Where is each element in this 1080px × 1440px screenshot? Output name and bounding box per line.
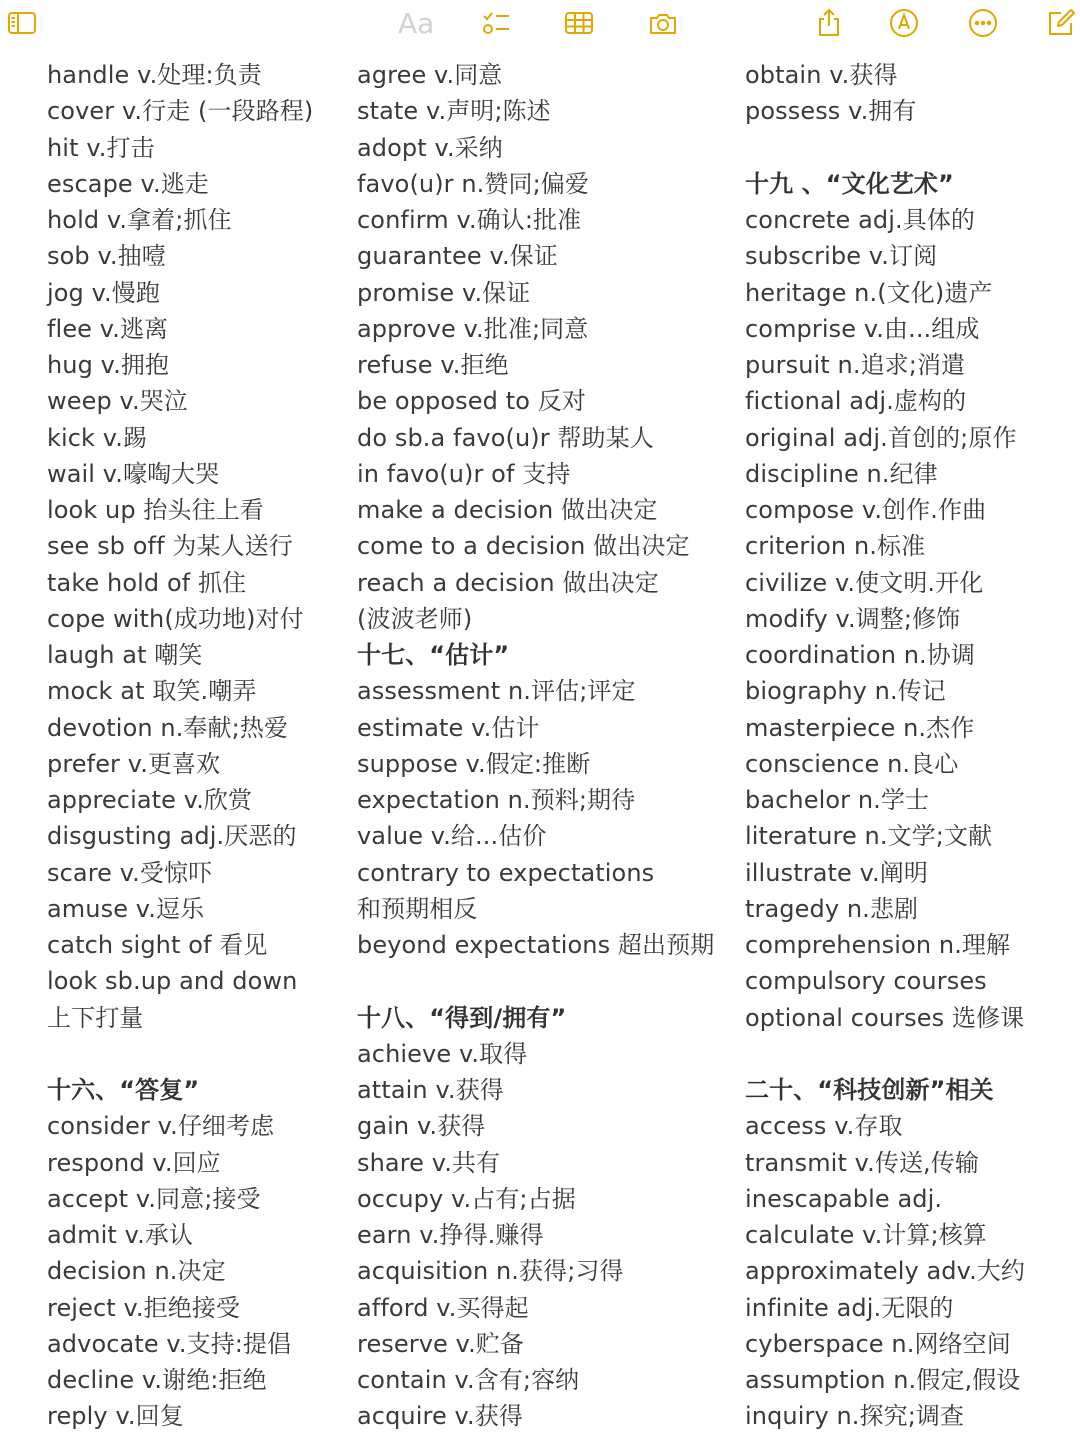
vocab-column-1 xyxy=(47,57,347,1435)
checklist-icon[interactable] xyxy=(478,5,514,41)
notes-toolbar xyxy=(0,0,1080,50)
vocab-entry: original adj.首创的;原作 xyxy=(745,423,1017,452)
vocab-entry: advocate v.支持:提倡 xyxy=(47,1329,292,1358)
vocab-entry: hit v.打击 xyxy=(47,133,155,162)
vocab-entry: accept v.同意;接受 xyxy=(47,1184,261,1213)
vocab-entry: pursuit n.追求;消遣 xyxy=(745,351,966,379)
vocab-entry: decline v.谢绝:拒绝 xyxy=(47,1366,267,1394)
vocab-entry: look up 抬头往上看 xyxy=(47,496,264,524)
vocab-entry: 上下打量 xyxy=(47,1003,144,1032)
vocab-entry: agree v.同意 xyxy=(357,61,503,89)
vocab-entry: mock at 取笑.嘲弄 xyxy=(47,677,257,706)
vocab-entry: inescapable adj. xyxy=(745,1184,943,1213)
vocab-column-2 xyxy=(357,57,737,1435)
vocab-entry: see sb off 为某人送行 xyxy=(47,532,293,561)
vocab-entry: devotion n.奉献;热爱 xyxy=(47,713,289,742)
vocab-entry: reach a decision 做出决定 xyxy=(357,568,659,597)
vocab-entry: approximately adv.大约 xyxy=(745,1257,1026,1286)
vocab-entry: expectation n.预料;期待 xyxy=(357,786,636,814)
vocab-entry: reject v.拒绝接受 xyxy=(47,1293,241,1322)
vocab-entry: contrary to expectations xyxy=(357,858,655,887)
vocab-entry: guarantee v.保证 xyxy=(357,242,558,271)
vocab-entry: estimate v.估计 xyxy=(357,713,540,742)
vocab-entry: suppose v.假定:推断 xyxy=(357,749,591,778)
vocab-entry: subscribe v.订阅 xyxy=(745,242,938,271)
vocab-entry: occupy v.占有;占据 xyxy=(357,1184,576,1213)
vocab-entry: state v.声明;陈述 xyxy=(357,97,551,126)
vocab-entry: appreciate v.欣赏 xyxy=(47,786,253,814)
format-text-button[interactable]: Aa xyxy=(398,7,435,40)
vocab-entry: heritage n.(文化)遗产 xyxy=(745,278,993,307)
vocab-entry: flee v.逃离 xyxy=(47,314,169,343)
vocab-entry: illustrate v.阐明 xyxy=(745,858,928,887)
compose-icon[interactable] xyxy=(1043,5,1079,41)
more-icon[interactable] xyxy=(965,5,1001,41)
vocab-entry: in favo(u)r of 支持 xyxy=(357,459,571,488)
vocab-entry: reply v.回复 xyxy=(47,1402,184,1431)
markup-icon[interactable] xyxy=(886,5,922,41)
section-heading: 十八、“得到/拥有” xyxy=(357,1003,567,1032)
vocab-entry: cope with(成功地)对付 xyxy=(47,604,304,633)
vocab-entry: decision n.决定 xyxy=(47,1257,226,1286)
vocab-entry: obtain v.获得 xyxy=(745,61,898,89)
vocab-entry: access v.存取 xyxy=(745,1112,903,1141)
vocab-entry: consider v.仔细考虑 xyxy=(47,1112,275,1141)
vocab-entry: promise v.保证 xyxy=(357,278,531,307)
vocab-entry: discipline n.纪律 xyxy=(745,459,938,488)
vocab-entry: hold v.拿着;抓住 xyxy=(47,206,232,234)
vocab-entry: confirm v.确认:批准 xyxy=(357,206,582,234)
vocab-entry: earn v.挣得.赚得 xyxy=(357,1221,544,1249)
vocab-entry: civilize v.使文明.开化 xyxy=(745,568,984,597)
vocab-entry: hug v.拥抱 xyxy=(47,351,170,379)
vocab-entry: amuse v.逗乐 xyxy=(47,894,205,923)
camera-icon[interactable] xyxy=(645,5,681,41)
vocab-entry: contain v.含有;容纳 xyxy=(357,1366,580,1394)
vocab-entry: transmit v.传送,传输 xyxy=(745,1148,979,1177)
section-heading: 二十、“科技创新”相关 xyxy=(745,1076,994,1104)
vocab-entry: acquisition n.获得;习得 xyxy=(357,1257,624,1286)
blank-line xyxy=(745,130,1065,166)
share-icon[interactable] xyxy=(811,5,847,41)
vocab-entry: take hold of 抓住 xyxy=(47,568,247,597)
vocab-entry: assumption n.假定,假设 xyxy=(745,1366,1021,1394)
vocab-entry: handle v.处理:负责 xyxy=(47,61,262,89)
blank-line xyxy=(745,1036,1065,1072)
vocab-entry: acquire v.获得 xyxy=(357,1402,523,1431)
vocab-entry: escape v.逃走 xyxy=(47,169,209,198)
vocab-entry: literature n.文学;文献 xyxy=(745,822,993,851)
vocab-entry: admit v.承认 xyxy=(47,1221,193,1249)
section-heading: 十七、“估计” xyxy=(357,641,510,669)
vocab-entry: favo(u)r n.赞同;偏爱 xyxy=(357,169,590,198)
vocab-entry: share v.共有 xyxy=(357,1148,501,1177)
blank-line xyxy=(357,963,737,999)
vocab-entry: beyond expectations 超出预期 xyxy=(357,931,715,959)
vocab-entry: tragedy n.悲剧 xyxy=(745,894,919,923)
vocab-entry: weep v.哭泣 xyxy=(47,387,188,416)
vocab-entry: possess v.拥有 xyxy=(745,97,917,126)
vocab-entry: prefer v.更喜欢 xyxy=(47,749,221,778)
section-heading: 十六、“答复” xyxy=(47,1076,200,1104)
vocab-entry: adopt v.采纳 xyxy=(357,133,503,162)
vocab-entry: comprise v.由...组成 xyxy=(745,314,980,343)
vocab-entry: wail v.嚎啕大哭 xyxy=(47,459,220,488)
vocab-entry: comprehension n.理解 xyxy=(745,931,1011,959)
vocab-entry: 和预期相反 xyxy=(357,894,478,923)
vocab-entry: come to a decision 做出决定 xyxy=(357,532,690,561)
vocab-entry: (波波老师) xyxy=(357,604,473,633)
vocab-entry: coordination n.协调 xyxy=(745,641,975,669)
vocab-entry: jog v.慢跑 xyxy=(47,278,160,307)
vocab-entry: optional courses 选修课 xyxy=(745,1003,1025,1032)
vocab-entry: criterion n.标准 xyxy=(745,532,926,561)
vocab-entry: make a decision 做出决定 xyxy=(357,496,658,524)
table-icon[interactable] xyxy=(561,5,597,41)
vocab-entry: afford v.买得起 xyxy=(357,1293,529,1322)
vocab-entry: compulsory courses xyxy=(745,967,987,996)
blank-line xyxy=(47,1036,347,1072)
vocab-entry: kick v.踢 xyxy=(47,423,148,452)
vocab-entry: refuse v.拒绝 xyxy=(357,351,509,379)
vocab-entry: conscience n.良心 xyxy=(745,749,959,778)
vocab-entry: gain v.获得 xyxy=(357,1112,486,1141)
vocab-entry: infinite adj.无限的 xyxy=(745,1293,954,1322)
vocab-entry: attain v.获得 xyxy=(357,1076,504,1104)
vocab-entry: assessment n.评估;评定 xyxy=(357,677,636,706)
vocab-entry: modify v.调整;修饰 xyxy=(745,604,961,633)
vocab-entry: look sb.up and down xyxy=(47,967,298,996)
vocab-entry: sob v.抽噎 xyxy=(47,242,166,271)
vocab-entry: value v.给...估价 xyxy=(357,822,547,851)
vocab-entry: inquiry n.探究;调查 xyxy=(745,1402,965,1431)
vocab-entry: be opposed to 反对 xyxy=(357,387,586,416)
vocab-entry: cover v.行走 (一段路程) xyxy=(47,97,314,126)
vocab-entry: do sb.a favo(u)r 帮助某人 xyxy=(357,423,654,452)
vocab-entry: compose v.创作.作曲 xyxy=(745,496,987,524)
vocab-entry: biography n.传记 xyxy=(745,677,946,706)
vocab-column-3 xyxy=(745,57,1065,1435)
vocab-entry: achieve v.取得 xyxy=(357,1039,528,1068)
vocab-entry: concrete adj.具体的 xyxy=(745,206,976,234)
vocab-entry: approve v.批准;同意 xyxy=(357,314,589,343)
vocab-entry: reserve v.贮备 xyxy=(357,1329,525,1358)
section-heading: 十九 、“文化艺术” xyxy=(745,169,954,198)
sidebar-icon[interactable] xyxy=(4,5,40,41)
vocab-entry: disgusting adj.厌恶的 xyxy=(47,822,297,851)
vocab-entry: catch sight of 看见 xyxy=(47,931,268,959)
vocab-entry: calculate v.计算;核算 xyxy=(745,1221,987,1249)
vocab-entry: scare v.受惊吓 xyxy=(47,858,213,887)
vocab-entry: masterpiece n.杰作 xyxy=(745,713,975,742)
vocab-entry: fictional adj.虚构的 xyxy=(745,387,967,416)
vocab-entry: laugh at 嘲笑 xyxy=(47,641,203,669)
vocab-entry: cyberspace n.网络空间 xyxy=(745,1329,1011,1358)
vocab-entry: bachelor n.学士 xyxy=(745,786,930,814)
vocab-entry: respond v.回应 xyxy=(47,1148,221,1177)
